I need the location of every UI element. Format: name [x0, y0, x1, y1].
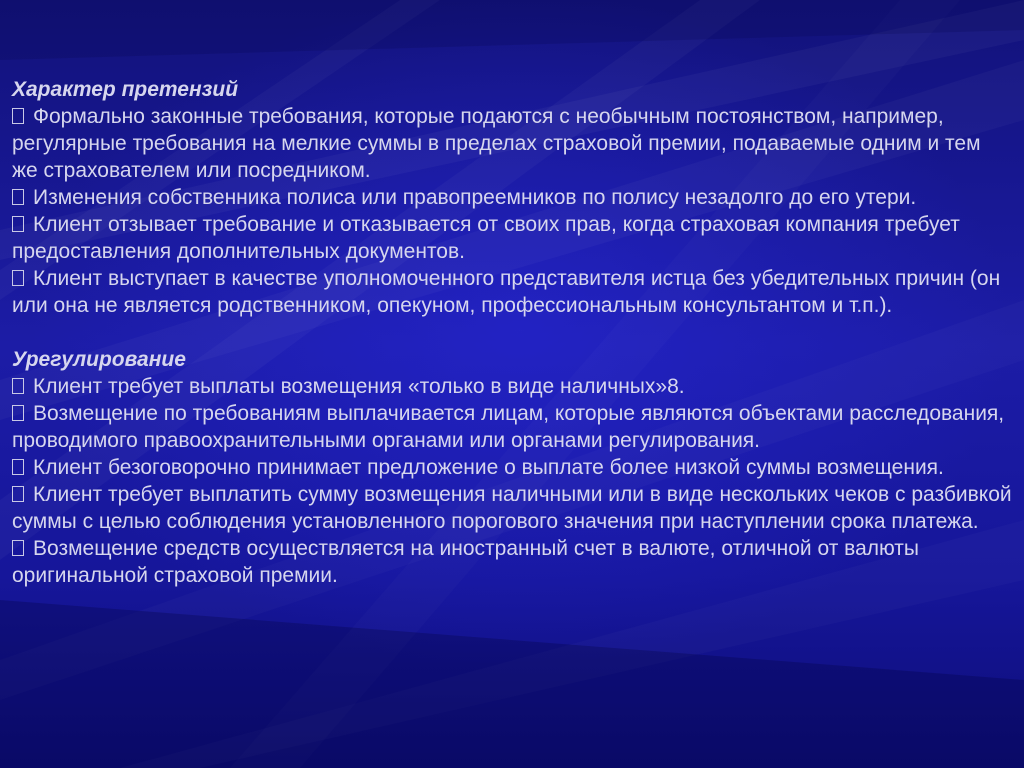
- list-item: Клиент безоговорочно принимает предложение о выплате более низкой суммы возмещения.: [12, 454, 1012, 481]
- section-title-claims: Характер претензий: [12, 78, 239, 101]
- bullet-icon: [12, 189, 24, 205]
- bullet-icon: [12, 405, 24, 421]
- list-item: Возмещение средств осуществляется на иностранный счет в валюте, отличной от валюты оригинальной страховой премии.: [12, 537, 920, 587]
- bullet-icon: [12, 486, 24, 502]
- list-item: Возмещение по требованиям выплачивается лицам, которые являются объектами расследования, проводимого правоохранительными органами или органами регулирования.: [12, 402, 1005, 452]
- list-item: Формально законные требования, которые подаются с необычным постоянством, например, регулярные требования на мелкие суммы в пределах страховой премии, подаваемые одним и тем же страхователем или посредником.: [12, 105, 981, 182]
- section-title-settlement: Урегулирование: [12, 348, 186, 371]
- bullet-icon: [12, 216, 24, 232]
- bullet-icon: [12, 459, 24, 475]
- bullet-icon: [12, 108, 24, 124]
- list-item: Клиент отзывает требование и отказывается от своих прав, когда страховая компания требует предоставления дополнительных документов.: [12, 213, 960, 263]
- section-spacer: [12, 319, 1012, 346]
- list-item: Клиент требует выплатить сумму возмещения наличными или в виде нескольких чеков с разбивкой суммы с целью соблюдения установленного порогового значения при наступлении срока платежа.: [12, 483, 1012, 533]
- list-item: Изменения собственника полиса или правопреемников по полису незадолго до его утери.: [12, 184, 1012, 211]
- bullet-icon: [12, 378, 24, 394]
- bullet-icon: [12, 270, 24, 286]
- slide-content: [12, 76, 1012, 589]
- list-item: Клиент требует выплаты возмещения «только в виде наличных»8.: [12, 373, 1012, 400]
- bullet-icon: [12, 540, 24, 556]
- list-item: Клиент выступает в качестве уполномоченного представителя истца без убедительных причин (он или она не является родственником, опекуном, профессиональным консультантом и т.п.).: [12, 267, 1001, 317]
